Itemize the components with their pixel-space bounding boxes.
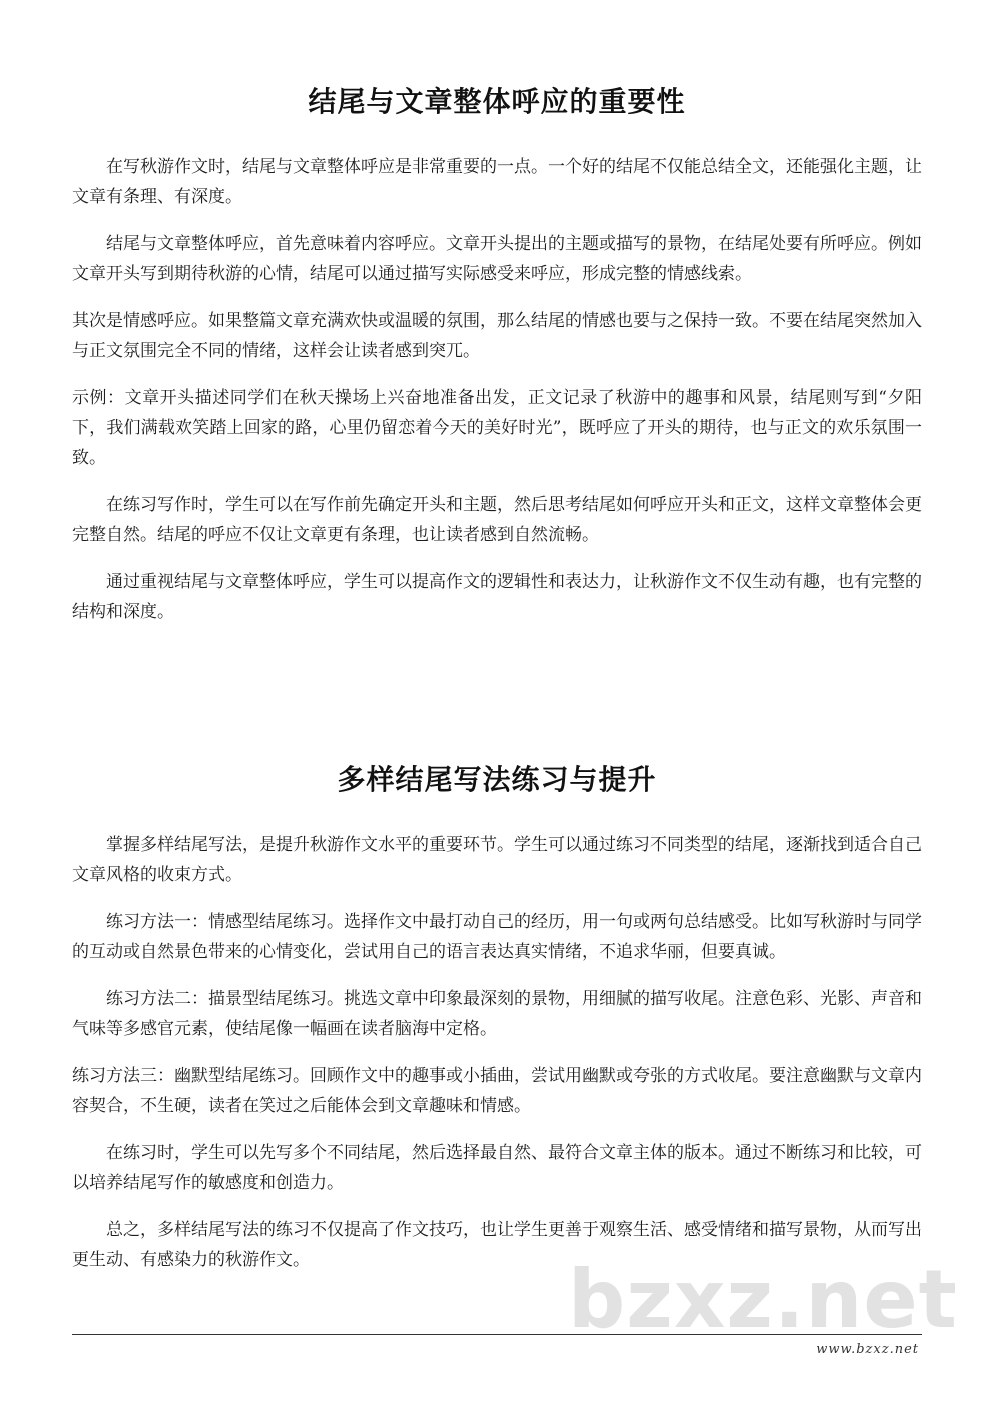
paragraph: 总之，多样结尾写法的练习不仅提高了作文技巧，也让学生更善于观察生活、感受情绪和描写景物，从而写出更生动、有感染力的秋游作文。 xyxy=(72,1220,922,1270)
section-title: 多样结尾写法练习与提升 xyxy=(337,763,657,796)
paragraph: 在练习写作时，学生可以在写作前先确定开头和主题，然后思考结尾如何呼应开头和正文，这样文章整体会更完整自然。结尾的呼应不仅让文章更有条理，也让读者感到自然流畅。 xyxy=(72,495,922,545)
paragraph: 在练习时，学生可以先写多个不同结尾，然后选择最自然、最符合文章主体的版本。通过不断练习和比较，可以培养结尾写作的敏感度和创造力。 xyxy=(72,1143,922,1193)
paragraph: 在写秋游作文时，结尾与文章整体呼应是非常重要的一点。一个好的结尾不仅能总结全文，还能强化主题，让文章有条理、有深度。 xyxy=(72,157,922,207)
section-title: 结尾与文章整体呼应的重要性 xyxy=(308,85,686,118)
section-ending-practice xyxy=(72,756,922,1292)
footer-url: www.bzxz.net xyxy=(816,1342,919,1357)
paragraph: 示例：文章开头描述同学们在秋天操场上兴奋地准备出发，正文记录了秋游中的趣事和风景，结尾则写到“夕阳下，我们满载欢笑踏上回家的路，心里仍留恋着今天的美好时光”，既呼应了开头的期待，也与正文的欢乐氛围一致。 xyxy=(72,388,922,468)
paragraph: 通过重视结尾与文章整体呼应，学生可以提高作文的逻辑性和表达力，让秋游作文不仅生动有趣，也有完整的结构和深度。 xyxy=(72,572,922,622)
paragraph: 掌握多样结尾写法，是提升秋游作文水平的重要环节。学生可以通过练习不同类型的结尾，逐渐找到适合自己文章风格的收束方式。 xyxy=(72,835,922,885)
paragraph: 练习方法三：幽默型结尾练习。回顾作文中的趣事或小插曲，尝试用幽默或夸张的方式收尾。要注意幽默与文章内容契合，不生硬，读者在笑过之后能体会到文章趣味和情感。 xyxy=(72,1066,922,1116)
footer-divider xyxy=(72,1334,922,1335)
section-echo-importance xyxy=(72,78,922,644)
paragraph: 结尾与文章整体呼应，首先意味着内容呼应。文章开头提出的主题或描写的景物，在结尾处要有所呼应。例如文章开头写到期待秋游的心情，结尾可以通过描写实际感受来呼应，形成完整的情感线索。 xyxy=(72,234,922,284)
paragraph: 其次是情感呼应。如果整篇文章充满欢快或温暖的氛围，那么结尾的情感也要与之保持一致。不要在结尾突然加入与正文氛围完全不同的情绪，这样会让读者感到突兀。 xyxy=(72,311,922,361)
paragraph: 练习方法一：情感型结尾练习。选择作文中最打动自己的经历，用一句或两句总结感受。比如写秋游时与同学的互动或自然景色带来的心情变化，尝试用自己的语言表达真实情绪，不追求华丽，但要真诚。 xyxy=(72,912,922,962)
watermark: bzxz.net xyxy=(568,1253,958,1346)
paragraph: 练习方法二：描景型结尾练习。挑选文章中印象最深刻的景物，用细腻的描写收尾。注意色彩、光影、声音和气味等多感官元素，使结尾像一幅画在读者脑海中定格。 xyxy=(72,989,922,1039)
